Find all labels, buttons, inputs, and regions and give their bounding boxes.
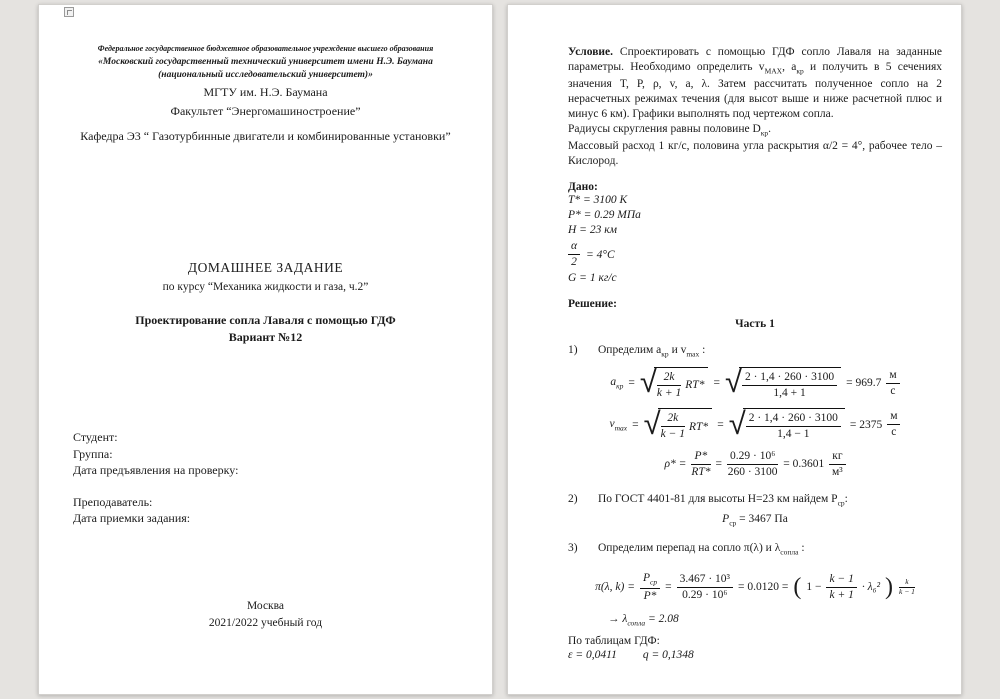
radius-line [568,122,942,138]
rt-term: RT* [689,420,709,433]
step-1-line [568,344,942,358]
sqrt-radical: √ $\frac{2k}{k + 1}$ RT* [640,367,709,400]
formula-pi [568,572,942,603]
given-label: Дано: [568,181,598,194]
condition-paragraph [568,45,942,122]
pi-lhs: π(λ, k) = [595,581,635,594]
academic-year-label: 2021/2022 учебный год [208,616,323,629]
pi-mid-result: = 0.0120 = [737,581,789,594]
numeric-fraction: $\frac{\text{3.467 · 10³}}{\text{0.29 · 10⁶}}$ [677,573,733,602]
given-temperature: T* = 3100 К [568,194,628,207]
one-minus: 1 − [806,581,822,594]
step-1-text: Определим $a_{кр}$ и $v_{max}$ : [598,344,706,359]
gdf-values-line [568,649,942,661]
equals-sign: = [713,377,720,390]
given-block [568,181,942,286]
step-2-number: 2) [568,493,578,506]
equals-sign: = [717,418,724,431]
variant-number: Вариант №12 [228,330,303,345]
subscript-dkr: кр [760,128,769,138]
sqrt-radical: √ $\frac{2k}{k - 1}$ RT* [644,408,713,441]
subscript-vmax: MAX [764,66,783,76]
radius-period: . [768,123,772,136]
subscript-sr: ср [837,498,845,508]
alpha-fraction [568,240,580,269]
student-label: Студент: [73,430,118,445]
sqrt-radical: √ $\frac{2 \cdot 1,4 \cdot 260 \cdot 3100}{1,4 - 1}$ [729,408,845,441]
q-value: q = 0,1348 [642,649,694,662]
frac-den: 2 [571,256,577,269]
submission-date-label: Дата предъявления на проверку: [73,462,239,477]
epsilon-value: ε = 0,0411 [568,649,617,662]
symbol-fraction: $\frac{P*}{RT*}$ [691,449,711,478]
rho-result: = 0.3601 [783,458,825,471]
equals-sign: = [715,458,723,471]
condition-keyword: Условие. [568,46,614,58]
formula-akr [568,364,942,401]
given-altitude: H = 23 км [568,224,617,237]
part-1-heading: Часть 1 [735,318,775,331]
rho-lhs: ρ* = [664,458,687,471]
solution-label: Решение: [568,298,617,311]
lambda-result-line: → $\lambda_{сопла} = 2.08$ [608,613,679,628]
vmax-result: = 2375 [849,418,883,431]
university-name: МГТУ им. Н.Э. Баумана [203,85,328,100]
formula-vmax [568,405,942,442]
step-3-line [568,542,942,556]
step-1-number: 1) [568,344,578,357]
vmax-lhs: $v_{max}$ [609,417,628,432]
exponent-fraction: k k − 1 [899,577,915,596]
title-page [38,4,493,695]
teacher-label: Преподаватель: [73,494,153,509]
radius-text: Радиусы скругления равны половине D [568,123,761,136]
department-name: Кафедра Э3 “ Газотурбинные двигатели и комбинированные установки” [80,129,451,144]
step-2-line [568,493,942,507]
given-mass-flow: G = 1 кг/с [568,272,617,285]
subscript-kr: кр [661,349,669,359]
lambda-term: · λ₆² [861,581,881,594]
group-label: Группа: [73,446,113,461]
student-info-block [39,429,492,526]
close-paren: ) [885,573,894,600]
course-name: по курсу “Механика жидкости и газа, ч.2” [162,281,369,294]
equals-sign: = [628,377,635,390]
frac-num: α [568,240,580,255]
formula-rho [568,450,942,479]
institution-header-line1: Федеральное государственное бюджетное образовательное учреждение высшего образования [97,44,434,53]
sqrt-radical: √ $\frac{2 \cdot 1,4 \cdot 260 \cdot 3100}{1,4 + 1}$ [725,367,841,400]
step-3-number: 3) [568,541,578,554]
step-3-text: Определим перепад на сопло π(λ) и $\lambda_{сопла}$ : [598,541,805,556]
subscript-sopla: сопла [627,618,646,628]
rt-term: RT* [685,379,705,392]
step-2-text: По ГОСТ 4401-81 для высоты Н=23 км найдем $P_{ср}$: [598,493,848,508]
topic-title: Проектирование сопла Лаваля с помощью ГДФ [135,313,396,328]
numeric-fraction: $\frac{2 \cdot 1,4 \cdot 260 \cdot 3100}{1,4 + 1}$ [742,371,837,400]
unit-fraction: $\frac{м}{с}$ [886,369,899,398]
inner-fraction: $\frac{2k}{k + 1}$ [656,370,682,399]
inner-fraction: $\frac{2k}{k - 1}$ [660,412,686,441]
condition-text-2: , a [782,61,797,74]
subscript-akr: кр [796,66,804,76]
akr-result: = 969.7 [846,377,882,390]
homework-title: ДОМАШНЕЕ ЗАДАНИЕ [187,260,344,276]
gdf-tables-label: По таблицам ГДФ: [568,635,660,648]
selection-icon[interactable] [64,7,74,17]
given-half-angle [568,240,942,269]
subscript-sopla: сопла [780,546,799,556]
unit-fraction: $\frac{м}{с}$ [887,410,900,439]
pressure-result-line: $P_{ср} = 3467$ Па [722,513,788,528]
spacer [73,478,492,494]
condition-text-1: Спроектировать с помощью ГДФ сопло Лаваля на заданные параметры. Необходимо определить v [568,46,942,74]
institution-header-line2: «Московский государственный технический университет имени Н.Э. Баумана [98,56,433,67]
solution-page [507,4,962,695]
given-pressure: P* = 0.29 МПа [568,209,641,222]
subscript-max: max [686,349,700,359]
mass-flow-line: Массовый расход 1 кг/с, половина угла раскрытия α/2 = 4°, рабочее тело – Кислород. [568,139,942,167]
city-label: Москва [246,599,285,612]
unit-fraction: $\frac{кг}{\text{м³}}$ [829,450,845,479]
equals-sign: = [632,418,639,431]
numeric-fraction: $\frac{\text{0.29 · 10⁶}}{260 \cdot 3100}$ [727,449,778,478]
half-angle-value: = 4°С [586,248,615,261]
open-paren: ( [793,573,802,600]
pressure-ratio-fraction: $\frac{P_{ср}}{P*}$ [640,572,660,603]
acceptance-date-label: Дата приемки задания: [73,511,191,526]
numeric-fraction: $\frac{2 \cdot 1,4 \cdot 260 \cdot 3100}{1,4 - 1}$ [746,412,841,441]
equals-sign: = [665,581,672,594]
faculty-name: Факультет “Энергомашиностроение” [170,104,361,119]
subscript-sr: ср [729,518,737,528]
condition-text-3: и получить в 5 сечениях значения T, P, ρ, v, a, λ. Затем рассчитать полученное сопло на 2 нерасчетных режимах течения (для высот выше и ниже расчетной плюс и минус 6 км). Графики выполнять под чертежом сопла. [568,61,943,121]
akr-lhs: $a_{кр}$ [610,376,624,391]
footer-block [39,598,492,633]
institution-header-line3: (национальный исследовательский университет)» [158,69,373,80]
k-fraction: $\frac{k - 1}{k + 1}$ [826,573,856,602]
